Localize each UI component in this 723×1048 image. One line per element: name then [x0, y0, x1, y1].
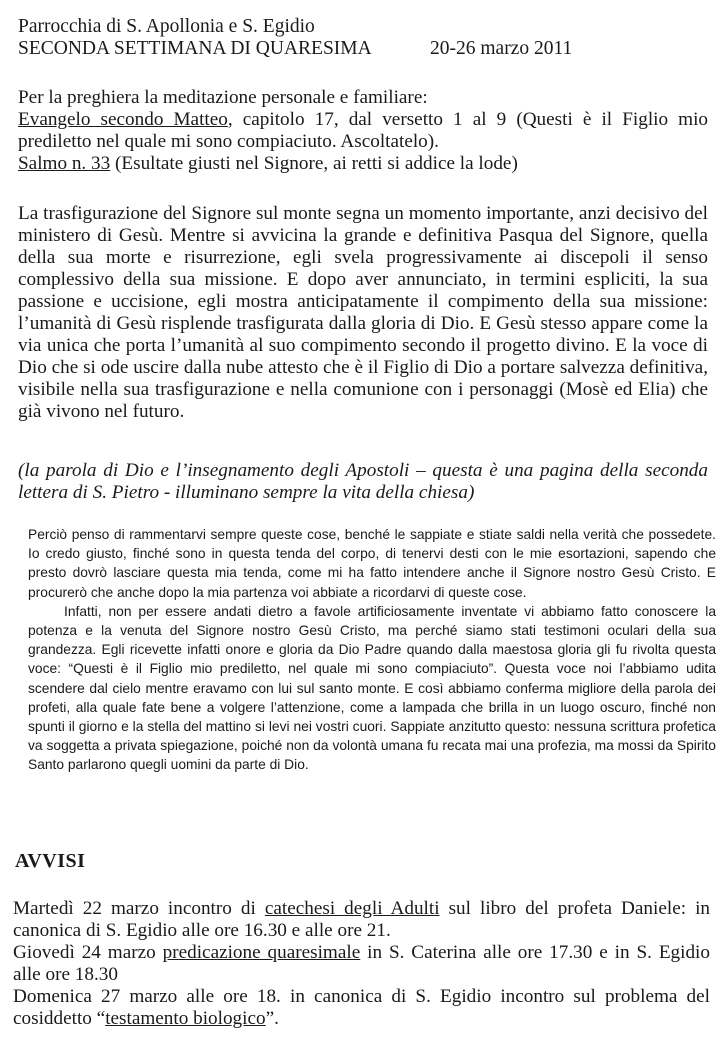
parish-name: Parrocchia di S. Apollonia e S. Egidio [18, 16, 315, 37]
week-title: SECONDA SETTIMANA DI QUARESIMA [18, 38, 372, 59]
notice-2-post: in S. Caterina alle ore 17.30 e in S. Egidio alle ore 18.30 [13, 942, 710, 985]
notice-3-post: ”. [265, 1008, 279, 1029]
notice-1-pre: Martedì 22 marzo incontro di [13, 898, 265, 919]
gospel-reference [18, 109, 708, 153]
psalm-text: (Esultate giusti nel Signore, ai retti si addice la lode) [110, 153, 518, 174]
reading-intro: (la parola di Dio e l’insegnamento degli Apostoli – questa è una pagina della seconda lettera di S. Pietro - illuminano sempre la vita della chiesa) [18, 460, 708, 503]
notice-item [13, 986, 710, 1030]
notice-1-link: catechesi degli Adulti [264, 898, 440, 919]
notice-1-post: sul libro del profeta Daniele: in canonica di S. Egidio alle ore 16.30 e alle ore 21. [13, 898, 710, 941]
avvisi-heading: AVVISI [15, 850, 86, 872]
reading-paragraph-1: Perciò penso di rammentarvi sempre queste cose, benché le sappiate e stiate saldi nella verità che possedete. Io credo giusto, finché sono in questa tenda del corpo, di tenervi desti con le mie esortazioni, sapendo che presto dovrò lasciare questa mia tenda, come mi ha fatto intendere anche il Signore nostro Gesù Cristo. E procurerò che anche dopo la mia partenza voi abbiate a ricordarvi di queste cose. [28, 527, 716, 600]
notices-list [13, 898, 710, 1030]
notice-item [13, 898, 710, 942]
week-dates: 20-26 marzo 2011 [430, 38, 573, 59]
gospel-link: Evangelo secondo Matteo [18, 109, 228, 130]
prayer-section [18, 87, 708, 175]
notice-item [13, 942, 710, 986]
reading-paragraph-2: Infatti, non per essere andati dietro a favole artificiosamente inventate vi abbiamo fatto conoscere la potenza e la venuta del Signore nostro Gesù Cristo, ma perché siamo stati testimoni oculari della sua grandezza. Egli ricevette infatti onore e gloria da Dio Padre quando dalla maestosa gloria gli fu rivolta questa voce: “Questi è il Figlio mio prediletto, nel quale mi sono compiaciuto”. Questa voce noi l’abbiamo udita scendere dal cielo mentre eravamo con lui sul santo monte. E così abbiamo conferma migliore della parola dei profeti, alla quale fate bene a volgere l’attenzione, come a lampada che brilla in un luogo oscuro, finché non spunti il giorno e la stella del mattino si levi nei vostri cuori. Sappiate anzitutto questo: nessuna scrittura profetica va soggetta a privata spiegazione, poiché non da volontà umana fu recata mai una profezia, ma mossi da Spirito Santo parlarono quegli uomini da parte di Dio. [28, 603, 716, 773]
notice-3-link: testamento biologico [105, 1008, 266, 1029]
notice-2-link: predicazione quaresimale [162, 942, 361, 963]
gospel-text: , capitolo 17, dal versetto 1 al 9 (Questi è il Figlio mio prediletto nel quale mi sono compiaciuto. Ascoltatelo). [18, 109, 709, 152]
reflection-section [18, 203, 708, 423]
reading-intro-section [18, 460, 708, 504]
psalm-link: Salmo n. 33 [18, 153, 111, 174]
prayer-heading: Per la preghiera la meditazione personale e familiare: [18, 87, 428, 108]
scripture-reading [28, 525, 716, 775]
notice-3-pre: Domenica 27 marzo alle ore 18. in canonica di S. Egidio incontro sul problema del cosiddetto “ [13, 986, 710, 1029]
notice-2-pre: Giovedì 24 marzo [13, 942, 163, 963]
psalm-reference [18, 153, 708, 175]
reflection-text: La trasfigurazione del Signore sul monte segna un momento importante, anzi decisivo del ministero di Gesù. Mentre si avvicina la grande e definitiva Pasqua del Signore, quella della sua morte e risurrezione, egli svela progressivamente ai discepoli il senso complessivo della sua missione. E dopo aver annunciato, in termini espliciti, la sua passione e uccisione, egli mostra anticipatamente il compimento della sua missione: l’umanità di Gesù risplende trasfigurata dalla gloria di Dio. E Gesù stesso appare come la via unica che porta l’umanità al suo compimento secondo il progetto divino. E la voce di Dio che si ode uscire dalla nube attesto che è il Figlio di Dio a portare salvezza definitiva, visibile nella sua trasfigurazione e nella comunione con i personaggi (Mosè ed Elia) che già vivono nel futuro. [18, 203, 708, 422]
week-title-line [18, 38, 578, 60]
